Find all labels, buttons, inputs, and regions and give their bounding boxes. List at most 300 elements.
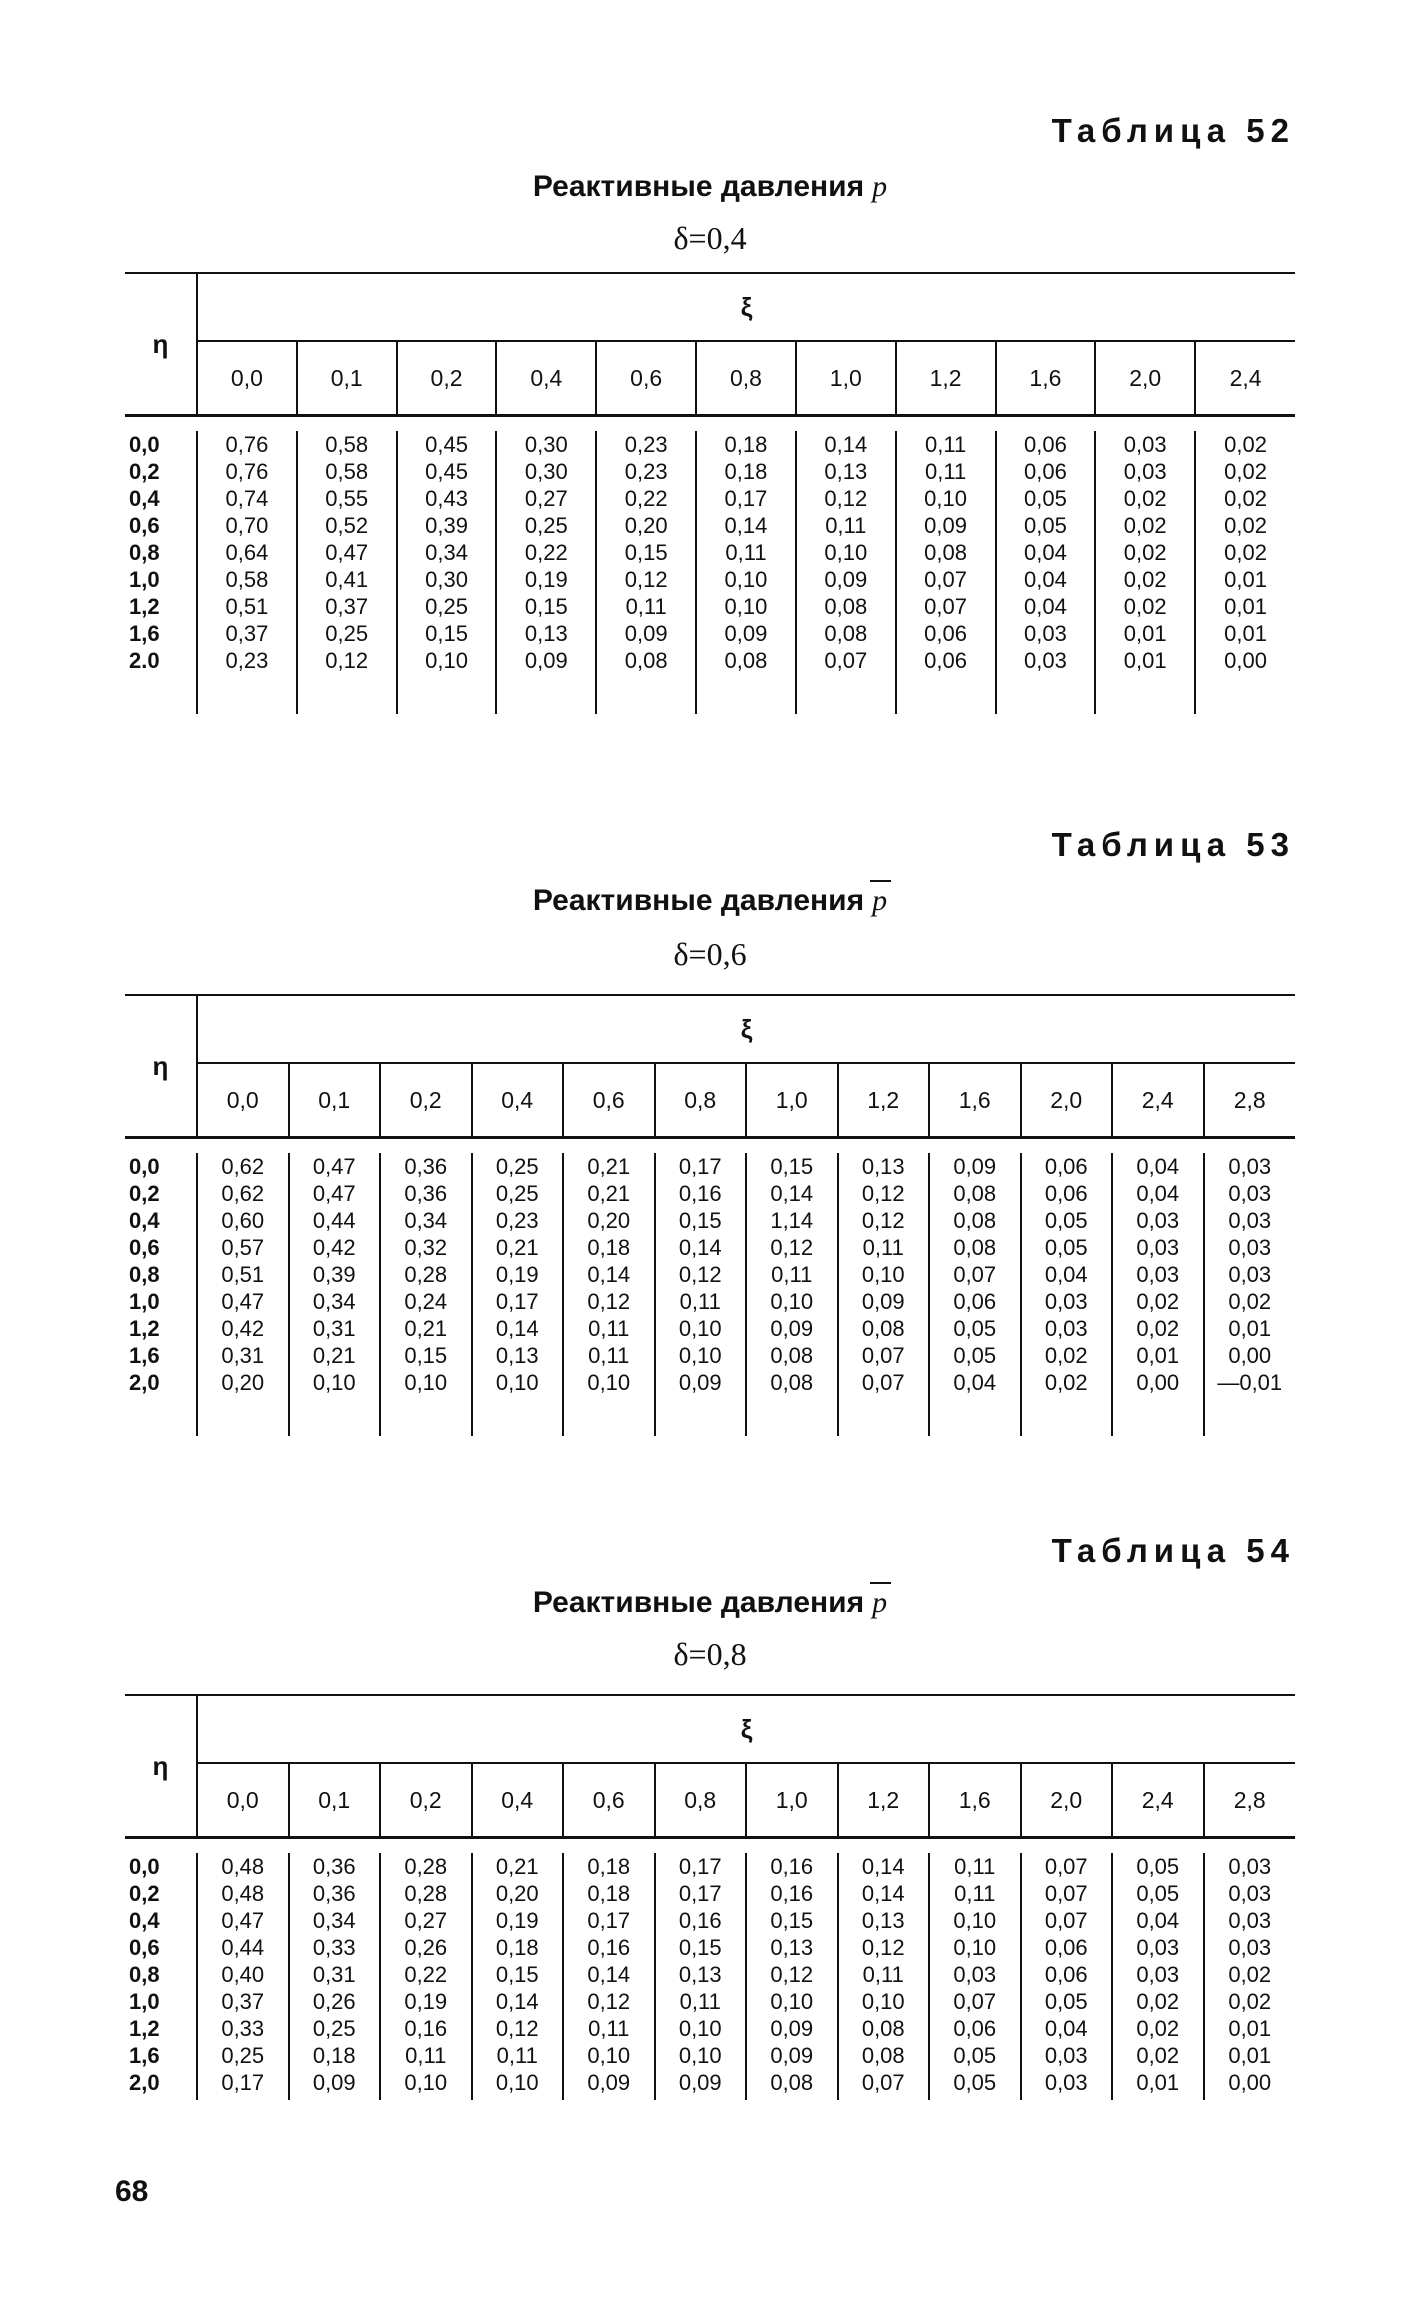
value-column (197, 431, 297, 714)
table-cell: 0,02 (1228, 1989, 1272, 2014)
table-cell: 0,07 (861, 1370, 905, 1395)
table-cell: 0,22 (524, 540, 568, 565)
table-cell: 0,10 (924, 486, 967, 511)
eta-values (125, 1853, 197, 2100)
table-cell: 0,64 (225, 540, 269, 565)
table-cell: 0,01 (1136, 1343, 1180, 1368)
table-cell: 0,01 (1136, 2070, 1180, 2095)
table-cell: 0,10 (724, 567, 768, 592)
column-header: 0,8 (696, 341, 796, 416)
table-block-54 (125, 1532, 1295, 2152)
table-cell: 0,02 (1044, 1343, 1088, 1368)
table-cell: 0,05 (953, 2070, 997, 2095)
table-cell: 0,04 (1023, 594, 1067, 619)
table-cell: 0,07 (924, 594, 967, 619)
value-column (929, 1853, 1021, 2100)
eta-value: 0,6 (129, 513, 160, 538)
eta-header: η (125, 1695, 197, 1838)
value-column (655, 1853, 747, 2100)
table-cell: 0,11 (954, 1881, 996, 1906)
eta-value: 1,0 (129, 1289, 160, 1314)
table-cell: 0,14 (861, 1881, 905, 1906)
table-cell: 0,07 (861, 1343, 905, 1368)
table-cell: —0,01 (1217, 1370, 1283, 1395)
table-cell: 0,10 (312, 1370, 356, 1395)
table-cell: 0,19 (495, 1262, 539, 1287)
table-cell: 0,04 (1044, 2016, 1088, 2041)
table-cell: 0,12 (861, 1935, 905, 1960)
table-cell: 0,07 (953, 1262, 997, 1287)
table-cell: 0,13 (495, 1343, 539, 1368)
table-cell: 0,06 (1023, 459, 1067, 484)
table-cell: 0,08 (953, 1208, 997, 1233)
value-column (397, 431, 497, 714)
column-header: 2,4 (1195, 341, 1295, 416)
table-cell: 0,05 (1044, 1208, 1088, 1233)
table-cell: 0,31 (221, 1343, 265, 1368)
table-cell: 0,60 (221, 1208, 265, 1233)
eta-header: η (125, 273, 197, 416)
column-header: 1,0 (746, 1063, 838, 1138)
table-cell: 0,48 (221, 1881, 265, 1906)
table-cell: 0,09 (953, 1154, 997, 1179)
data-table (125, 1694, 1295, 2100)
table-cell: 0,08 (770, 1343, 814, 1368)
table-cell: 1,14 (770, 1208, 814, 1233)
table-cell: 0,22 (404, 1962, 448, 1987)
table-cell: 0,12 (861, 1181, 905, 1206)
table-cell: 0,13 (678, 1962, 722, 1987)
table-cell: 0,47 (312, 1154, 356, 1179)
page-number: 68 (115, 2175, 149, 2208)
table-cell: 0,10 (861, 1262, 905, 1287)
table-cell: 0,09 (770, 2016, 814, 2041)
eta-value: 1,6 (129, 2043, 160, 2068)
table-cell: 0,17 (678, 1154, 722, 1179)
table-cell: 0,00 (1136, 1370, 1180, 1395)
table-cell: 0,06 (924, 648, 967, 673)
table-cell: 0,15 (678, 1208, 722, 1233)
table-cell: 0,23 (624, 432, 668, 457)
table-cell: 0,21 (404, 1316, 448, 1341)
eta-value: 1,2 (129, 2016, 160, 2041)
value-column (1204, 1153, 1296, 1436)
delta-value: δ=0,6 (673, 936, 747, 972)
table-cell: 0,07 (824, 648, 868, 673)
table-cell: 0,05 (1023, 486, 1067, 511)
table-cell: 0,51 (225, 594, 269, 619)
table-cell: 0,08 (824, 594, 868, 619)
eta-values (125, 1153, 197, 1436)
eta-value: 2,0 (129, 2070, 160, 2095)
table-cell: 0,14 (495, 1316, 539, 1341)
table-cell: 0,11 (825, 513, 867, 538)
table-cell: 0,26 (312, 1989, 356, 2014)
table-cell: 0,30 (524, 432, 568, 457)
eta-value: 2,0 (129, 1370, 160, 1395)
column-header: 0,0 (197, 1063, 289, 1138)
value-column (563, 1153, 655, 1436)
table-cell: 0,02 (1224, 432, 1267, 457)
table-cell: 0,02 (1044, 1370, 1088, 1395)
table-cell: 0,10 (425, 648, 468, 673)
table-cell: 0,74 (225, 486, 269, 511)
delta-value: δ=0,8 (673, 1636, 747, 1672)
table-cell: 0,11 (679, 1289, 721, 1314)
table-cell: 0,09 (312, 2070, 356, 2095)
table-cell: 0,20 (624, 513, 668, 538)
table-cell: 0,02 (1228, 1962, 1272, 1987)
table-number: Таблица 52 (1051, 112, 1295, 149)
table-cell: 0,20 (221, 1370, 265, 1395)
eta-value: 0,6 (129, 1935, 160, 1960)
table-cell: 0,10 (404, 1370, 448, 1395)
table-cell: 0,06 (1023, 432, 1067, 457)
eta-value: 0,2 (129, 1881, 160, 1906)
table-cell: 0,02 (1224, 459, 1267, 484)
table-cell: 0,62 (221, 1154, 265, 1179)
table-cell: 0,03 (1023, 648, 1067, 673)
table-cell: 0,02 (1224, 540, 1267, 565)
table-cell: 0,39 (312, 1262, 356, 1287)
eta-value: 0,0 (129, 1154, 160, 1179)
table-cell: 0,09 (624, 621, 668, 646)
table-cell: 0,11 (625, 594, 667, 619)
table-cell: 0,07 (924, 567, 967, 592)
table-cell: 0,31 (312, 1962, 356, 1987)
table-cell: 0,45 (425, 459, 468, 484)
column-header: 2,0 (1095, 341, 1195, 416)
value-column (380, 1853, 472, 2100)
table-cell: 0,48 (221, 1854, 265, 1879)
table-cell: 0,09 (770, 2043, 814, 2068)
table-cell: 0,10 (770, 1989, 814, 2014)
table-cell: 0,03 (1136, 1262, 1180, 1287)
value-column (1021, 1853, 1113, 2100)
column-header: 0,1 (289, 1063, 381, 1138)
table-cell: 0,19 (495, 1908, 539, 1933)
value-column (1021, 1153, 1113, 1436)
value-column (197, 1153, 289, 1436)
table-cell: 0,04 (1136, 1181, 1180, 1206)
title-text: Реактивные давления (532, 884, 865, 917)
table-cell: 0,47 (325, 540, 369, 565)
eta-value: 1,6 (129, 1343, 160, 1368)
table-cell: 0,05 (1044, 1989, 1088, 2014)
table-cell: 0,04 (1136, 1154, 1180, 1179)
table-cell: 0,12 (824, 486, 868, 511)
table-cell: 0,15 (624, 540, 668, 565)
table-cell: 0,26 (404, 1935, 448, 1960)
table-cell: 0,03 (1228, 1208, 1272, 1233)
table-cell: 0,03 (1044, 1316, 1088, 1341)
value-column (1095, 431, 1195, 714)
eta-value: 0,8 (129, 540, 160, 565)
table-cell: 0,03 (1228, 1908, 1272, 1933)
table-cell: 0,42 (312, 1235, 356, 1260)
table-cell: 0,09 (678, 1370, 722, 1395)
table-cell: 0,03 (1228, 1881, 1272, 1906)
table-cell: 0,14 (678, 1235, 722, 1260)
table-cell: 0,11 (862, 1962, 904, 1987)
table-cell: 0,28 (404, 1262, 448, 1287)
table-cell: 0,03 (1228, 1854, 1272, 1879)
table-cell: 0,11 (725, 540, 767, 565)
table-cell: 0,25 (325, 621, 369, 646)
table-cell: 0,70 (225, 513, 269, 538)
table-cell: 0,28 (404, 1881, 448, 1906)
table-block-52 (125, 112, 1295, 792)
table-cell: 0,21 (587, 1154, 631, 1179)
column-header: 0,6 (596, 341, 696, 416)
table-cell: 0,08 (861, 2016, 905, 2041)
column-header: 2,0 (1021, 1763, 1113, 1838)
symbol-p-bar: p (872, 1586, 888, 1619)
eta-value: 0,4 (129, 486, 160, 511)
table-cell: 0,05 (1136, 1854, 1180, 1879)
table-cell: 0,08 (924, 540, 967, 565)
table-cell: 0,37 (225, 621, 269, 646)
table-cell: 0,01 (1224, 567, 1267, 592)
value-column (996, 431, 1096, 714)
column-header: 1,6 (996, 341, 1096, 416)
table-cell: 0,02 (1123, 513, 1167, 538)
table-cell: 0,41 (325, 567, 369, 592)
table-cell: 0,11 (925, 432, 967, 457)
table-cell: 0,05 (1136, 1881, 1180, 1906)
table-cell: 0,03 (1044, 2043, 1088, 2068)
table-cell: 0,17 (678, 1854, 722, 1879)
table-cell: 0,25 (495, 1154, 539, 1179)
table-cell: 0,39 (425, 513, 468, 538)
eta-values (125, 431, 197, 714)
table-cell: 0,03 (1136, 1935, 1180, 1960)
table-cell: 0,02 (1123, 594, 1167, 619)
table-cell: 0,03 (1228, 1935, 1272, 1960)
column-header: 2,4 (1112, 1763, 1204, 1838)
table-cell: 0,14 (824, 432, 868, 457)
table-cell: 0,44 (312, 1208, 356, 1233)
table-cell: 0,11 (588, 1343, 630, 1368)
eta-value: 0,2 (129, 1181, 160, 1206)
eta-value: 1,2 (129, 1316, 160, 1341)
table-cell: 0,15 (495, 1962, 539, 1987)
table-cell: 0,14 (495, 1989, 539, 2014)
table-cell: 0,12 (770, 1235, 814, 1260)
table-cell: 0,08 (770, 2070, 814, 2095)
table-cell: 0,10 (824, 540, 868, 565)
table-cell: 0,07 (953, 1989, 997, 2014)
column-header: 1,0 (746, 1763, 838, 1838)
table-cell: 0,21 (312, 1343, 356, 1368)
table-cell: 0,06 (953, 2016, 997, 2041)
table-cell: 0,33 (221, 2016, 265, 2041)
table-cell: 0,10 (770, 1289, 814, 1314)
table-cell: 0,18 (587, 1854, 631, 1879)
table-cell: 0,16 (587, 1935, 631, 1960)
table-cell: 0,20 (587, 1208, 631, 1233)
value-column (746, 1153, 838, 1436)
table-cell: 0,18 (724, 459, 768, 484)
value-column (929, 1153, 1021, 1436)
eta-value: 0,0 (129, 432, 160, 457)
table-cell: 0,12 (325, 648, 369, 673)
table-cell: 0,06 (1044, 1962, 1088, 1987)
table-cell: 0,06 (924, 621, 967, 646)
table-cell: 0,36 (312, 1854, 356, 1879)
table-cell: 0,14 (587, 1962, 631, 1987)
table-cell: 0,11 (588, 2016, 630, 2041)
value-column (655, 1153, 747, 1436)
table-cell: 0,47 (221, 1908, 265, 1933)
table-cell: 0,09 (587, 2070, 631, 2095)
table-cell: 0,09 (524, 648, 568, 673)
table-cell: 0,03 (1228, 1235, 1272, 1260)
table-cell: 0,27 (524, 486, 568, 511)
table-cell: 0,52 (325, 513, 369, 538)
table-title (125, 884, 1295, 918)
table-cell: 0,20 (495, 1881, 539, 1906)
table-cell: 0,10 (953, 1935, 997, 1960)
table-cell: 0,23 (624, 459, 668, 484)
table-cell: 0,04 (1044, 1262, 1088, 1287)
table-cell: 0,08 (861, 1316, 905, 1341)
table-cell: 0,12 (624, 567, 668, 592)
value-column (896, 431, 996, 714)
column-header: 0,2 (380, 1763, 472, 1838)
table-cell: 0,03 (1123, 459, 1167, 484)
table-cell: 0,10 (678, 2016, 722, 2041)
table-cell: 0,02 (1136, 1289, 1180, 1314)
table-cell: 0,01 (1228, 1316, 1272, 1341)
value-column (838, 1853, 930, 2100)
eta-value: 0,8 (129, 1262, 160, 1287)
table-cell: 0,10 (678, 2043, 722, 2068)
table-cell: 0,10 (587, 2043, 631, 2068)
table-cell: 0,02 (1123, 567, 1167, 592)
table-cell: 0,58 (225, 567, 269, 592)
table-cell: 0,13 (524, 621, 568, 646)
table-cell: 0,34 (404, 1208, 448, 1233)
table-cell: 0,12 (495, 2016, 539, 2041)
table-cell: 0,16 (404, 2016, 448, 2041)
table-cell: 0,18 (495, 1935, 539, 1960)
table-cell: 0,06 (1044, 1181, 1088, 1206)
xi-header: ξ (197, 1695, 1295, 1763)
table-cell: 0,37 (325, 594, 369, 619)
table-cell: 0,19 (404, 1989, 448, 2014)
xi-header: ξ (197, 273, 1295, 341)
table-cell: 0,62 (221, 1181, 265, 1206)
column-header: 0,0 (197, 1763, 289, 1838)
value-column (1195, 431, 1295, 714)
table-cell: 0,15 (404, 1343, 448, 1368)
table-cell: 0,08 (861, 2043, 905, 2068)
column-header: 0,2 (397, 341, 497, 416)
column-header: 1,2 (896, 341, 996, 416)
table-title (125, 170, 1295, 204)
column-header: 2,8 (1204, 1063, 1296, 1138)
table-cell: 0,17 (221, 2070, 265, 2095)
table-cell: 0,05 (953, 1316, 997, 1341)
value-column (696, 431, 796, 714)
title-text: Реактивные давления (532, 170, 865, 203)
table-cell: 0,18 (724, 432, 768, 457)
table-cell: 0,07 (861, 2070, 905, 2095)
eta-value: 1,0 (129, 1989, 160, 2014)
table-cell: 0,36 (312, 1881, 356, 1906)
table-cell: 0,03 (953, 1962, 997, 1987)
table-cell: 0,47 (221, 1289, 265, 1314)
value-column (380, 1153, 472, 1436)
table-cell: 0,10 (495, 2070, 539, 2095)
table-cell: 0,31 (312, 1316, 356, 1341)
table-cell: 0,04 (1023, 567, 1067, 592)
table-cell: 0,47 (312, 1181, 356, 1206)
xi-header: ξ (197, 995, 1295, 1063)
symbol-p: p (872, 170, 888, 203)
table-cell: 0,25 (425, 594, 468, 619)
table-cell: 0,16 (770, 1881, 814, 1906)
column-header: 0,1 (289, 1763, 381, 1838)
table-cell: 0,10 (724, 594, 768, 619)
table-cell: 0,37 (221, 1989, 265, 2014)
table-cell: 0,32 (404, 1235, 448, 1260)
eta-value: 0,4 (129, 1208, 160, 1233)
table-cell: 0,58 (325, 459, 369, 484)
value-column (596, 431, 696, 714)
table-cell: 0,06 (1044, 1935, 1088, 1960)
table-cell: 0,03 (1136, 1962, 1180, 1987)
table-cell: 0,07 (1044, 1881, 1088, 1906)
table-cell: 0,15 (425, 621, 468, 646)
table-cell: 0,11 (954, 1854, 996, 1879)
table-cell: 0,03 (1136, 1208, 1180, 1233)
table-cell: 0,03 (1044, 1289, 1088, 1314)
eta-value: 0,0 (129, 1854, 160, 1879)
table-cell: 0,02 (1224, 513, 1267, 538)
table-cell: 0,01 (1123, 648, 1167, 673)
table-cell: 0,34 (312, 1908, 356, 1933)
table-cell: 0,13 (861, 1908, 905, 1933)
table-cell: 0,05 (1023, 513, 1067, 538)
table-cell: 0,09 (924, 513, 967, 538)
table-cell: 0,02 (1136, 1989, 1180, 2014)
table-cell: 0,23 (495, 1208, 539, 1233)
column-header: 2,0 (1021, 1063, 1113, 1138)
column-header: 1,2 (838, 1063, 930, 1138)
value-column (838, 1153, 930, 1436)
table-cell: 0,01 (1224, 621, 1267, 646)
column-header: 0,2 (380, 1063, 472, 1138)
table-cell: 0,03 (1228, 1262, 1272, 1287)
table-cell: 0,00 (1224, 648, 1267, 673)
table-cell: 0,03 (1044, 2070, 1088, 2095)
table-cell: 0,06 (953, 1289, 997, 1314)
table-cell: 0,03 (1228, 1154, 1272, 1179)
table-cell: 0,08 (953, 1235, 997, 1260)
data-table (125, 994, 1295, 1436)
table-cell: 0,15 (678, 1935, 722, 1960)
column-header: 0,4 (472, 1063, 564, 1138)
table-cell: 0,18 (587, 1235, 631, 1260)
table-cell: 0,10 (495, 1370, 539, 1395)
table-cell: 0,45 (425, 432, 468, 457)
column-header: 0,6 (563, 1063, 655, 1138)
table-cell: 0,16 (678, 1181, 722, 1206)
table-cell: 0,05 (953, 2043, 997, 2068)
table-cell: 0,25 (312, 2016, 356, 2041)
